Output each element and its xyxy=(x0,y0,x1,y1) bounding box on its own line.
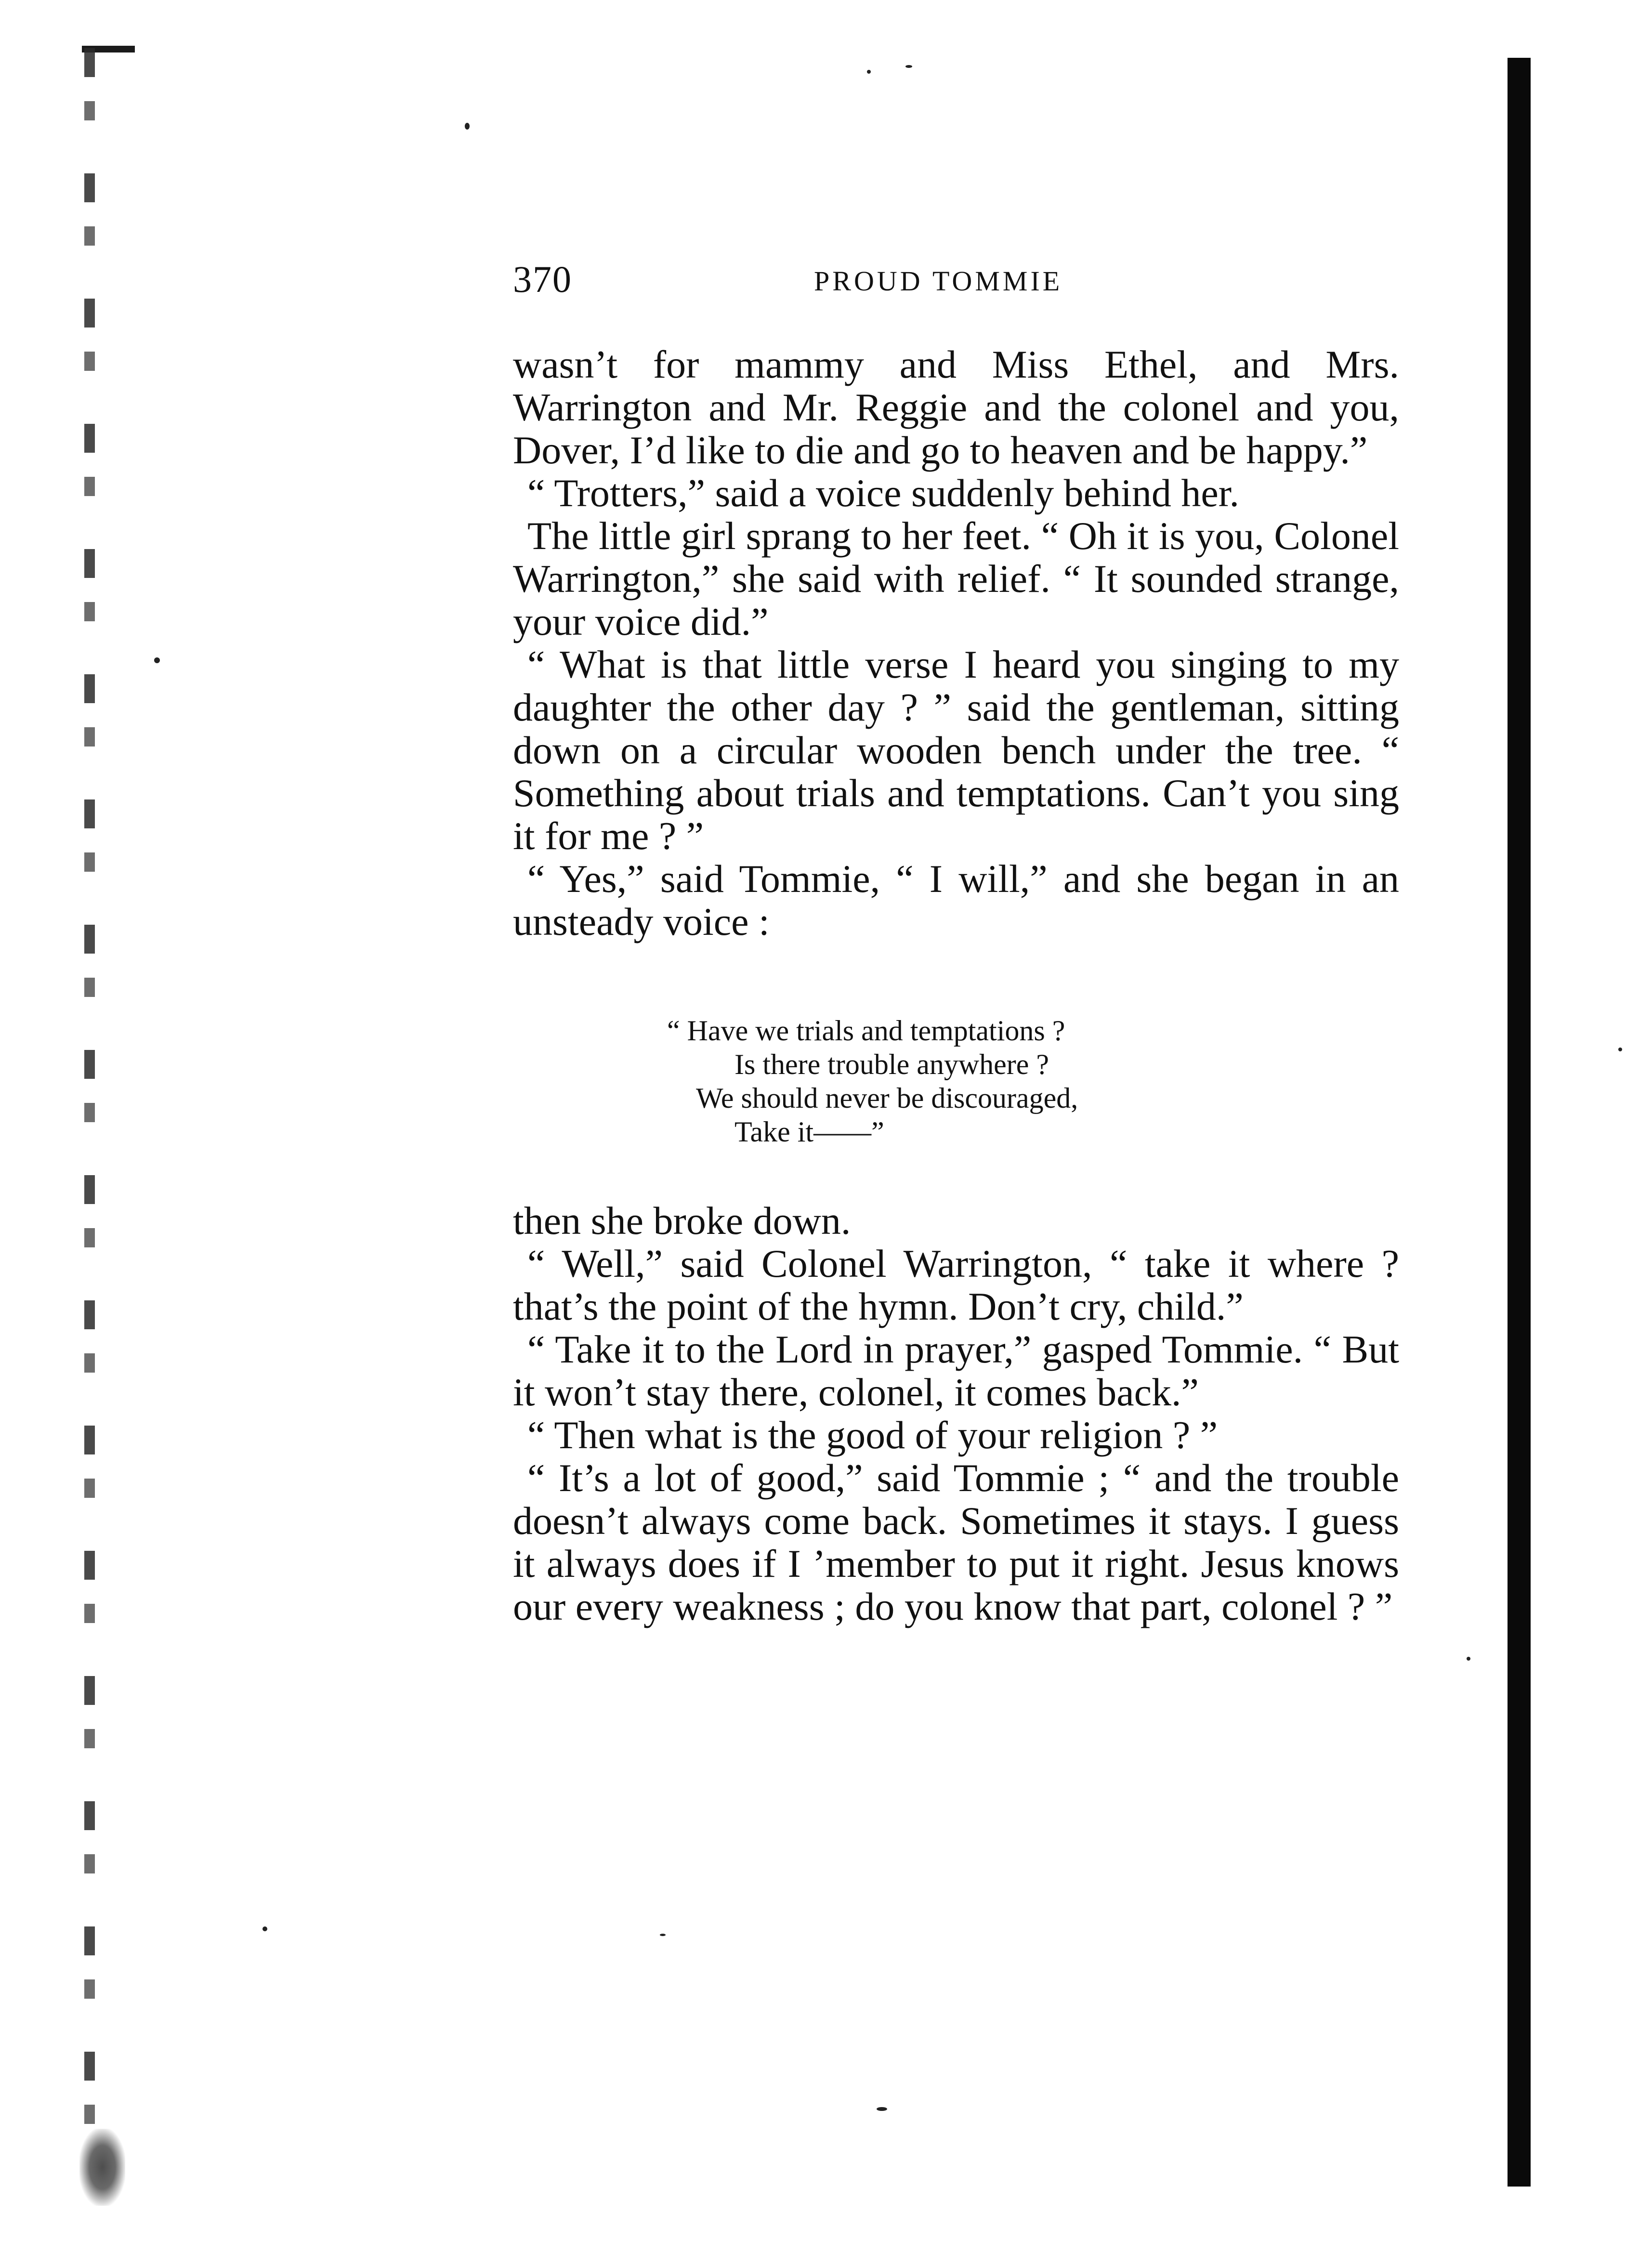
page-number: 370 xyxy=(513,258,572,300)
scan-speck xyxy=(867,70,871,74)
body-text-after-verse xyxy=(513,1199,1399,1628)
running-head xyxy=(513,258,1399,306)
paragraph: “ Well,” said Colonel Warrington, “ take it where ? that’s the point of the hymn. Don’t cry, child.” xyxy=(513,1242,1399,1328)
scan-edge-left-bottom xyxy=(79,2129,125,2206)
paragraph: wasn’t for mammy and Miss Ethel, and Mrs. Warrington and Mr. Reggie and the colonel and you, Dover, I’d like to die and go to heaven and be happy.” xyxy=(513,342,1399,472)
paragraph: The little girl sprang to her feet. “ Oh it is you, Colonel Warrington,” she said with relief. “ It sounded strange, your voice did.” xyxy=(513,514,1399,643)
scan-speck xyxy=(262,1926,267,1931)
scan-speck xyxy=(465,123,470,130)
paragraph: then she broke down. xyxy=(513,1199,851,1243)
paragraph: “ Take it to the Lord in prayer,” gasped Tommie. “ But it won’t stay there, colonel, it comes back.” xyxy=(513,1327,1399,1414)
scan-speck xyxy=(1467,1657,1470,1661)
verse-line: “ Have we trials and temptations ? xyxy=(667,1015,1065,1047)
paragraph: “ Yes,” said Tommie, “ I will,” and she began in an unsteady voice : xyxy=(513,857,1399,943)
scan-speck xyxy=(905,65,912,68)
running-title: PROUD TOMMIE xyxy=(814,265,1063,297)
verse-line: We should never be discouraged, xyxy=(696,1082,1078,1114)
scan-speck xyxy=(877,2107,887,2111)
scan-speck xyxy=(1618,1048,1622,1051)
paragraph: “ Trotters,” said a voice suddenly behind her. xyxy=(527,471,1240,515)
body-text-before-verse xyxy=(513,343,1399,943)
hymn-verse xyxy=(667,1014,1245,1149)
paragraph: “ What is that little verse I heard you singing to my daughter the other day ? ” said the gentleman, sitting down on a circular wooden bench under the tree. “ Something about trials and temptations. Can’t you sing it for me ? ” xyxy=(513,642,1399,858)
paragraph: “ It’s a lot of good,” said Tommie ; “ and the trouble doesn’t always come back. Sometimes it stays. I guess it always does if I ’member to put it right. Jesus knows our every weakness ; do you know that part, colonel ? ” xyxy=(513,1456,1399,1628)
scan-speck xyxy=(660,1934,666,1936)
verse-line: Is there trouble anywhere ? xyxy=(734,1048,1049,1080)
scan-edge-left xyxy=(84,48,95,2172)
paragraph: “ Then what is the good of your religion ? ” xyxy=(527,1413,1218,1457)
scan-edge-right xyxy=(1508,58,1531,2187)
verse-line: Take it——” xyxy=(734,1116,884,1148)
scan-speck xyxy=(154,657,160,663)
